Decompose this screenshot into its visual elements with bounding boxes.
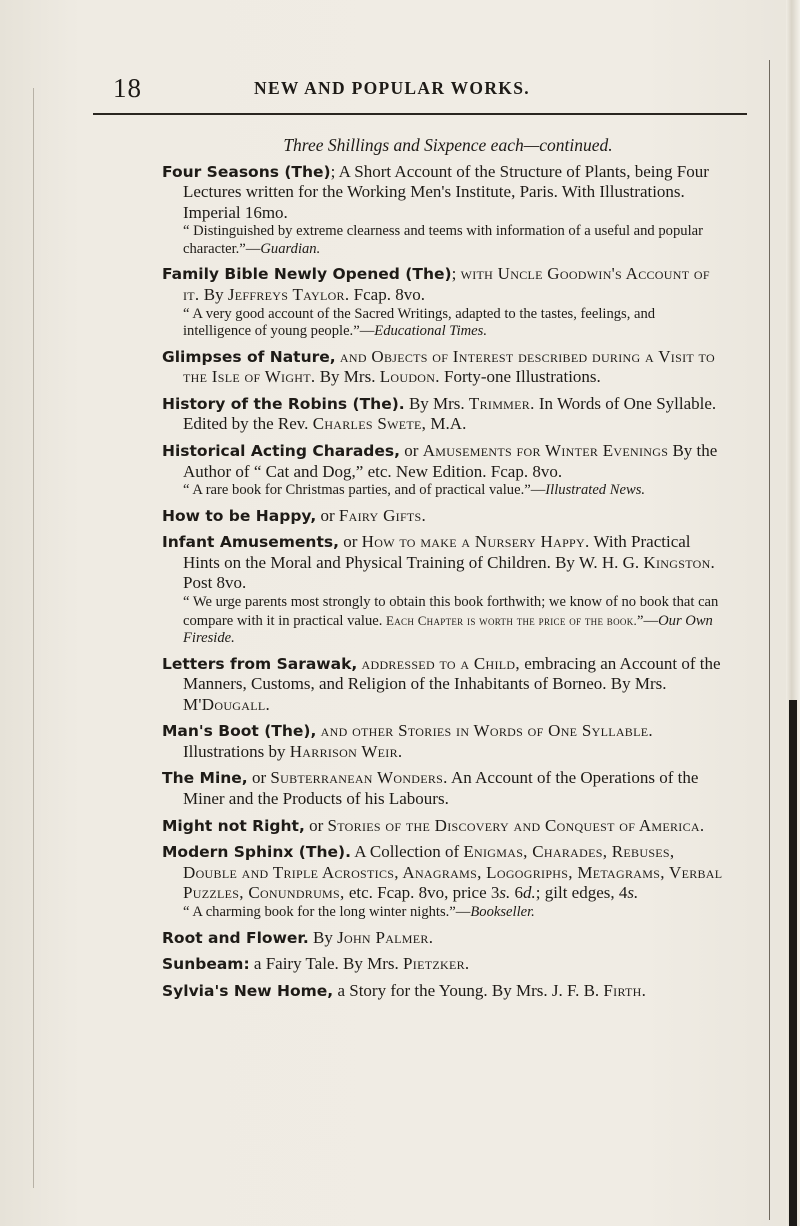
entry-text: ;	[451, 264, 461, 284]
entry-smallcaps: and Objects of Interest described during a Visit to the Isle of Wight.	[183, 346, 715, 387]
entry-smallcaps: How to make a Nursery Happy.	[361, 532, 590, 552]
entry-title: Family Bible Newly Opened (The)	[162, 265, 452, 284]
page-crease-right	[769, 60, 770, 1220]
price-unit: s.	[627, 883, 639, 903]
section-heading: Three Shillings and Sixpence each—continued.	[283, 135, 613, 155]
entry-title: Sylvia's New Home,	[162, 981, 334, 1000]
catalogue-entry	[162, 394, 726, 435]
entry-smallcaps: addressed to a Child,	[361, 653, 520, 673]
entry-text: A Collection of	[350, 842, 464, 862]
review-close: ”	[637, 612, 644, 629]
catalogue-entry	[162, 532, 726, 647]
catalogue-entry	[162, 264, 726, 340]
entry-smallcaps: Subterranean Wonders.	[270, 768, 448, 788]
entry-text: or	[400, 440, 423, 460]
catalogue-entry	[162, 347, 726, 388]
catalogue-entry	[162, 928, 726, 949]
entry-text: ; gilt edges, 4	[535, 883, 628, 903]
entry-text: or	[339, 532, 362, 552]
entry-title: Infant Amusements,	[162, 533, 339, 552]
entry-text: By Mrs.	[315, 367, 380, 387]
entry-text: An Account of the Operations of the Miner and the Products of his Labours.	[183, 768, 699, 809]
entry-smallcaps: Amusements for Winter Evenings	[422, 440, 669, 460]
catalogue-entry	[162, 654, 726, 716]
entry-title: The Mine,	[162, 769, 248, 788]
entry-title: Letters from Sarawak,	[162, 654, 358, 673]
catalogue-entry	[162, 721, 726, 762]
review-dash: —	[245, 240, 261, 257]
catalogue-list	[162, 123, 726, 1007]
entry-smallcaps: Fairy Gifts.	[338, 505, 427, 525]
entry-title: Man's Boot (The),	[162, 722, 317, 741]
price-unit: s.	[499, 883, 511, 903]
entry-title: Root and Flower.	[162, 928, 309, 947]
entry-illustrator: Harrison Weir.	[289, 741, 403, 761]
review-source: Guardian.	[260, 240, 321, 257]
running-head: NEW AND POPULAR WORKS.	[254, 78, 530, 98]
review-text: “ We urge parents most strongly to obtain this book forthwith; we know of no book that can compare with it in practical value.	[183, 594, 719, 629]
entry-smallcaps: with Uncle Goodwin's Account of it.	[183, 264, 710, 304]
entry-author: Loudon.	[379, 367, 440, 387]
entry-title: Four Seasons (The)	[162, 162, 331, 181]
review-text: “ A charming book for the long winter nights.”	[183, 904, 456, 921]
entry-review	[183, 306, 726, 341]
review-source: Bookseller.	[470, 904, 535, 921]
catalogue-entry	[162, 768, 726, 809]
review-source: Our Own Fireside.	[183, 612, 713, 646]
entry-text: M.A.	[426, 414, 467, 434]
entry-text: etc. Fcap. 8vo, price 3	[344, 883, 500, 903]
header-rule	[93, 113, 747, 115]
entry-title: How to be Happy,	[162, 506, 317, 525]
entry-author: Pietzker.	[403, 954, 470, 974]
entry-author: John Palmer.	[337, 927, 434, 947]
entry-text: or	[247, 768, 271, 788]
entry-text: embracing an Account of the Manners, Customs, and Religion of the Inhabitants of Borneo. By Mrs.	[183, 653, 721, 694]
entry-text: By	[199, 284, 228, 304]
page-header	[0, 0, 800, 120]
entry-text: Illustrations by	[183, 741, 290, 761]
entry-title: History of the Robins (The).	[162, 394, 405, 413]
entry-text: In Words of One Syllable. Edited by the Rev.	[183, 393, 717, 434]
catalogue-entry	[162, 506, 726, 527]
entry-text: a Story for the Young. By Mrs. J. F. B.	[333, 980, 604, 1000]
entry-author: Trimmer.	[468, 393, 535, 413]
entry-text: Forty-one Illustrations.	[439, 367, 601, 387]
review-smallcaps: Each Chapter is worth the price of the book.	[386, 612, 638, 628]
page-number: 18	[113, 73, 142, 103]
entry-title: Sunbeam:	[162, 955, 250, 974]
entry-text: With Practical Hints on the Moral and Physical Training of Children. By W. H. G.	[183, 532, 691, 572]
catalogue-entry	[162, 162, 726, 259]
catalogue-entry	[162, 981, 726, 1002]
review-text: “ Distinguished by extreme clearness and teems with information of a useful and popular character.”	[183, 223, 703, 257]
entry-author: M'Dougall.	[183, 694, 271, 714]
review-source: Illustrated News.	[545, 482, 646, 499]
entry-author: Kingston.	[643, 552, 716, 572]
entry-text: By Mrs.	[404, 393, 469, 413]
review-dash: —	[530, 482, 546, 499]
entry-editor: Charles Swete,	[312, 414, 427, 434]
entry-title: Modern Sphinx (The).	[162, 843, 351, 862]
entry-text: 6	[510, 883, 524, 903]
entry-smallcaps: and other Stories in Words of One Syllable.	[320, 721, 653, 741]
entry-review	[183, 482, 726, 500]
entry-text: or	[316, 505, 339, 525]
review-source: Educational Times.	[374, 323, 487, 340]
page-edge-shadow	[789, 700, 797, 1226]
review-text: “ A rare book for Christmas parties, and of practical value.”	[183, 482, 531, 499]
entry-review	[183, 904, 726, 922]
entry-text: Post 8vo.	[183, 573, 247, 593]
review-text: “ A very good account of the Sacred Writings, adapted to the tastes, feelings, and intelligence of young people.”	[183, 305, 656, 340]
entry-review	[183, 223, 726, 258]
review-dash: —	[455, 904, 471, 921]
entry-text: Fcap. 8vo.	[349, 284, 425, 304]
entry-title: Might not Right,	[162, 816, 305, 835]
entry-text: or	[304, 815, 328, 835]
catalogue-entry	[162, 441, 726, 500]
entry-title: Glimpses of Nature,	[162, 347, 336, 366]
price-unit: d.	[523, 883, 536, 903]
entry-smallcaps: Enigmas, Charades, Rebuses, Double and Triple Acrostics, Anagrams, Logogriphs, Metagrams, Verbal Puzzles, Conundrums,	[183, 842, 723, 903]
review-dash: —	[643, 612, 659, 629]
entry-text: By	[308, 927, 338, 947]
entry-review	[183, 594, 726, 648]
entry-title: Historical Acting Charades,	[162, 441, 401, 460]
catalogue-entry	[162, 954, 726, 975]
review-dash: —	[359, 323, 375, 340]
page-crease-left	[33, 88, 34, 1188]
entry-smallcaps: Stories of the Discovery and Conquest of America.	[327, 815, 705, 835]
catalogue-entry	[162, 842, 726, 921]
entry-text: a Fairy Tale. By Mrs.	[249, 954, 404, 974]
catalogue-entry	[162, 816, 726, 837]
entry-text: ; A Short Account of the Structure of Plants, being Four Lectures written for the Working Men's Institute, Paris. With Illustrations. Imperial 16mo.	[183, 161, 709, 222]
entry-author: Jeffreys Taylor.	[227, 284, 350, 304]
entry-author: Firth.	[603, 980, 647, 1000]
entry-text: By the Author of “ Cat and Dog,” etc. New Edition. Fcap. 8vo.	[183, 440, 718, 481]
